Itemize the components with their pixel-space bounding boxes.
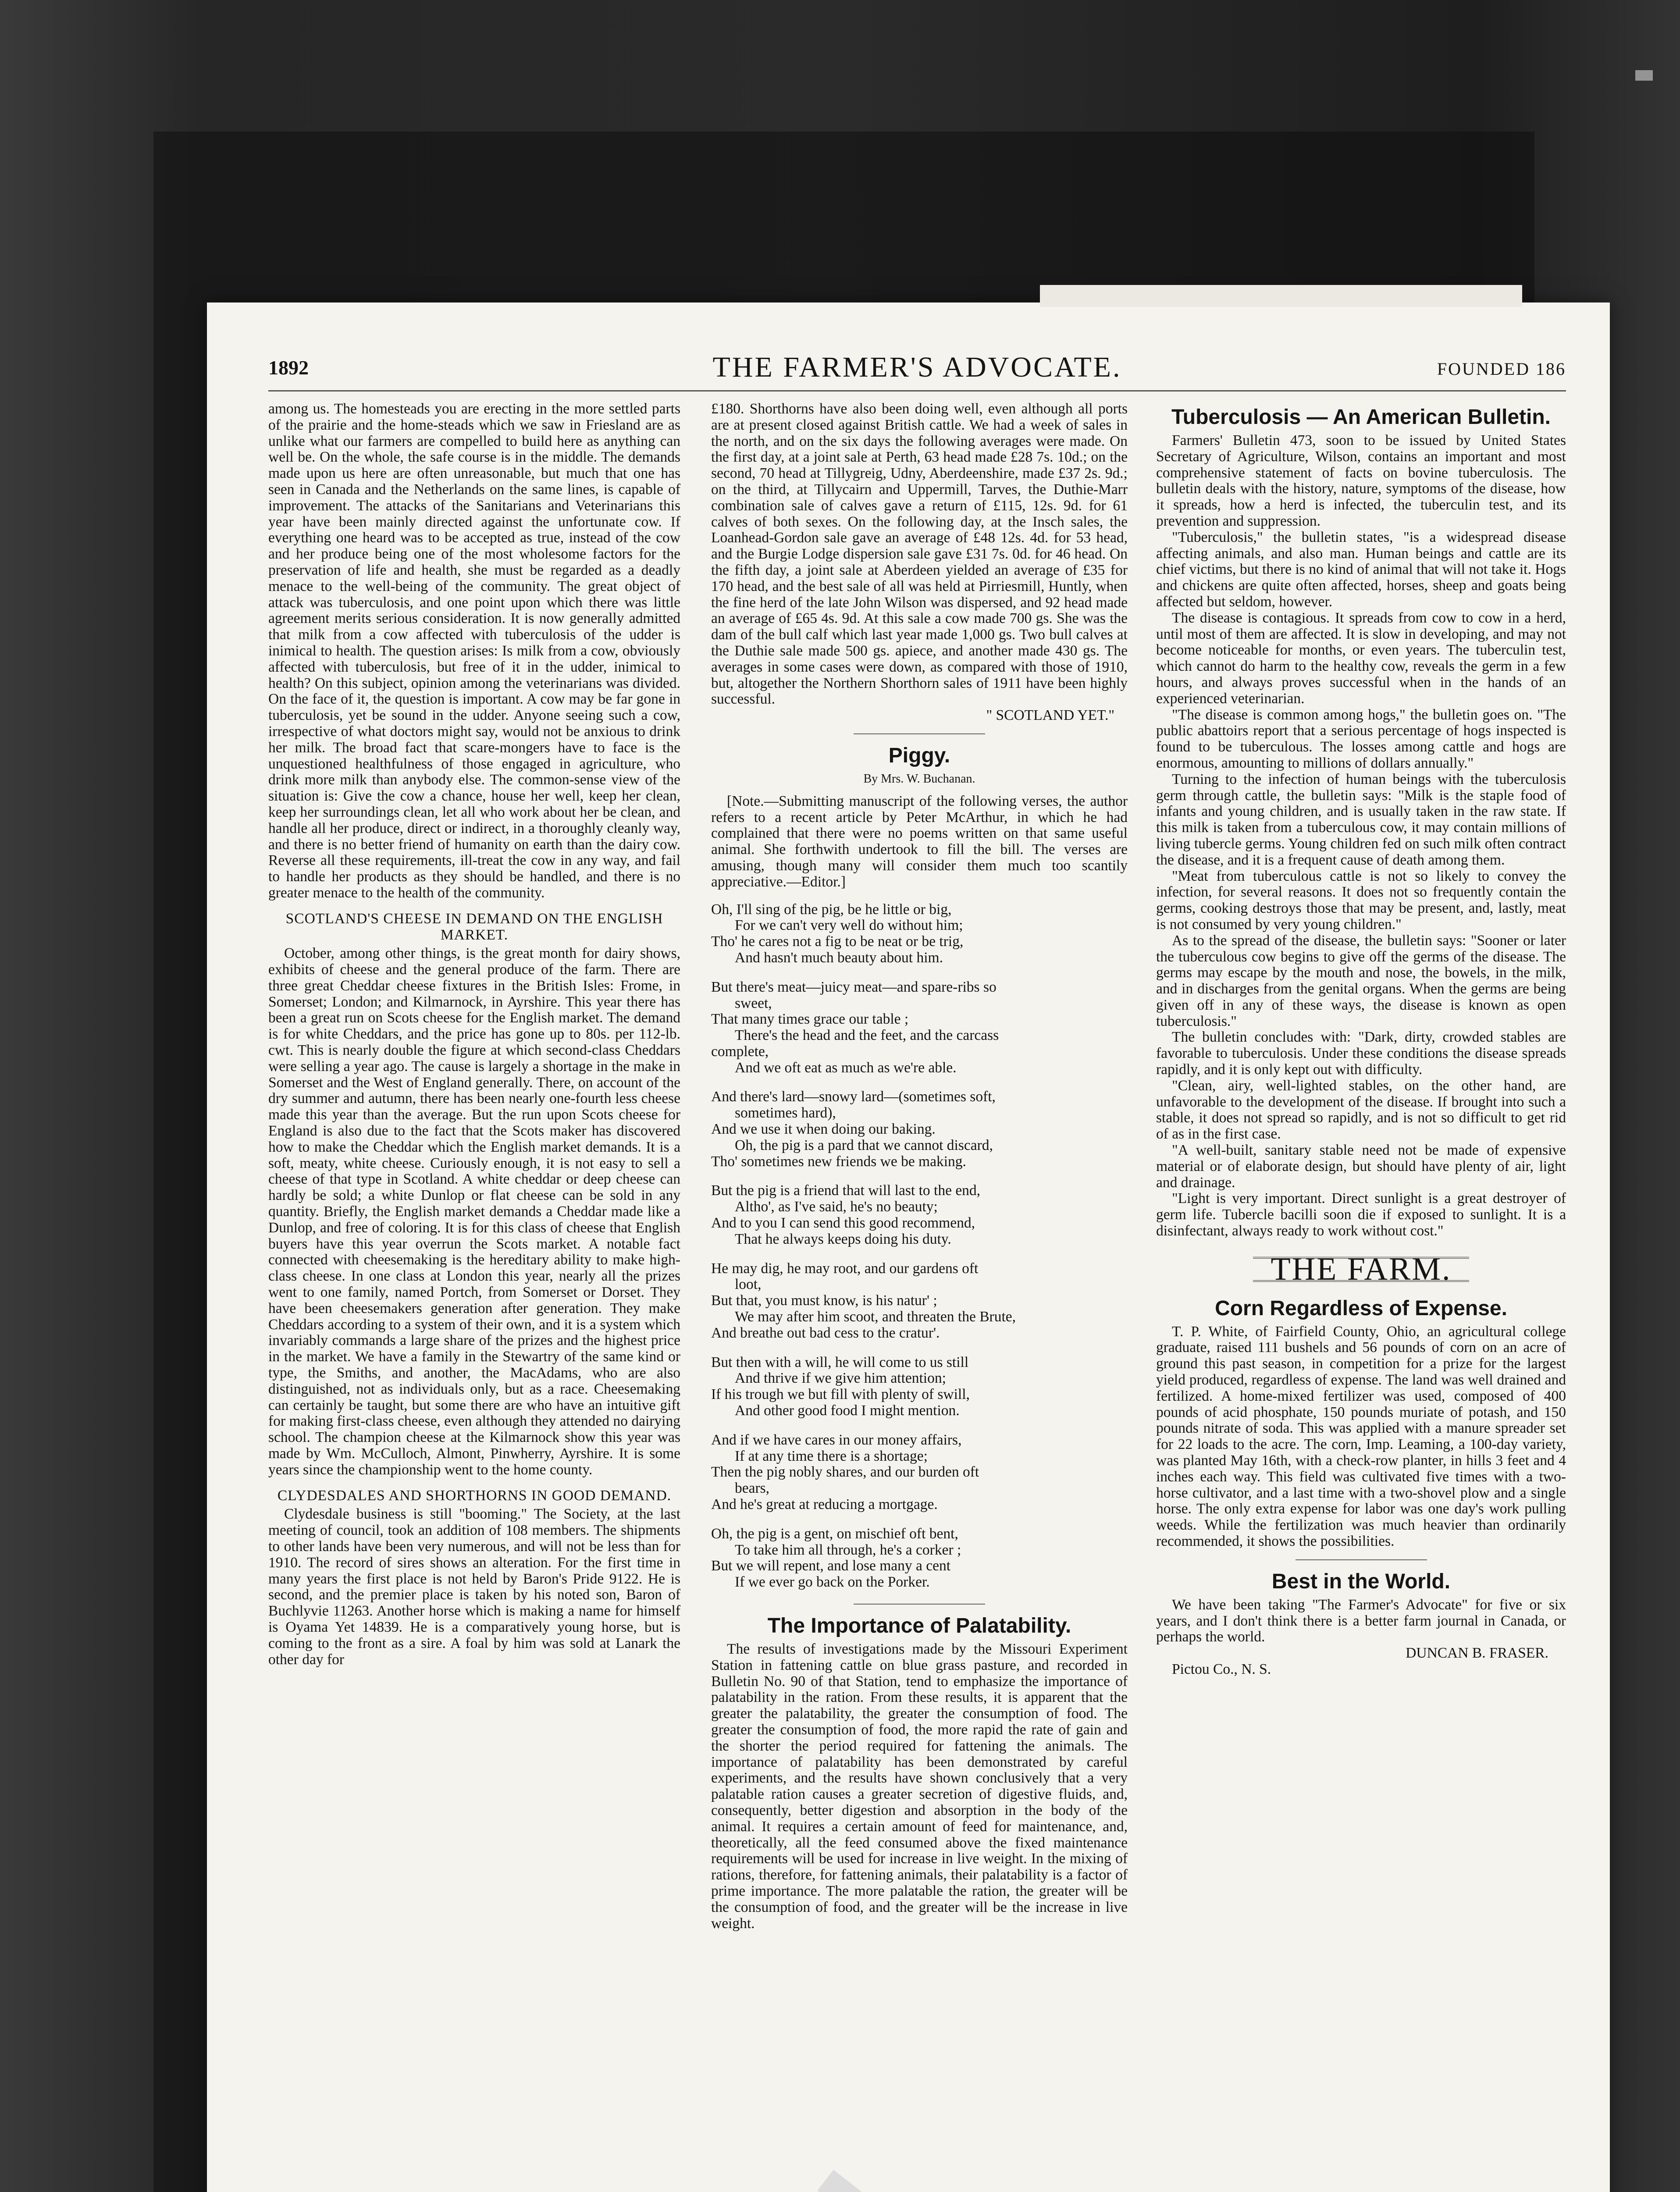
column-1 [268,401,680,1668]
article-paragraph: The disease is contagious. It spreads from cow to cow in a herd, until most of them are affected. It is slow in developing, and may not become noticeable for months, or even years. The tuberculin test, which cannot do harm to the healthy cow, reveals the germ in a few hours, and always proves successful when in the hands of an experienced veterinarian. [1156,609,1566,707]
poem-line: And there's lard—snowy lard—(sometimes soft, [711,1089,996,1105]
section-heading: CLYDESDALES AND SHORTHORNS IN GOOD DEMAND. [277,1487,672,1504]
poem-line: And we oft eat as much as we're able. [735,1059,957,1076]
column-2 [711,401,1128,1932]
poem-line: For we can't very well do without him; [735,917,963,934]
divider [854,733,985,734]
editor-note: [Note.—Submitting manuscript of the following verses, the author refers to a recent article by Peter McArthur, in which he had complained that there were no poems written on that same useful animal. She forthwith undertook to fill the bill. The verses are amusing, though many will consider them much too scantily appreciative.—Editor.] [711,793,1128,890]
poem-line: Then the pig nobly shares, and our burden oft [711,1464,979,1480]
poem-stanza [711,1526,1128,1591]
article-paragraph: "The disease is common among hogs," the bulletin goes on. "The public abattoirs report that a serious percentage of hogs inspected is found to be tuberculous. The losses among cattle and hogs are enormous, amounting to millions of dollars annually." [1156,706,1566,771]
founded-note: FOUNDED 186 [1437,359,1566,379]
poem-stanza [711,1355,1128,1419]
section-banner [1156,1251,1566,1287]
poem-line: And hasn't much beauty about him. [735,949,943,966]
poem-line: He may dig, he may root, and our gardens oft [711,1260,979,1277]
poem-line: Oh, the pig is a pard that we cannot discard, [735,1137,993,1153]
masthead: THE FARMER'S ADVOCATE. [712,351,1122,383]
article-title: Tuberculosis — An American Bulletin. [1171,406,1551,429]
poem-line: But then with a will, he will come to us still [711,1354,969,1370]
poem-line: Oh, I'll sing of the pig, be he little or big, [711,901,952,918]
poem-line: And thrive if we give him attention; [735,1370,946,1387]
section-banner-label: THE FARM. [1253,1257,1469,1282]
divider [1296,1559,1427,1560]
poem-stanza [711,1089,1128,1170]
poem-line: bears, [735,1480,770,1497]
section-heading: SCOTLAND'S CHEESE IN DEMAND ON THE ENGLISH MARKET. [285,910,663,943]
poem-line: And he's great at reducing a mortgage. [711,1496,938,1513]
poem-line: But we will repent, and lose many a cent [711,1558,951,1574]
poem-line: Tho' he cares not a fig to be neat or be trig, [711,933,964,950]
article-paragraph: The results of investigations made by the Missouri Experiment Station in fattening cattle on blue grass pasture, and recorded in Bulletin No. 90 of that Station, tend to emphasize the importance of palatability in the ration. From these results, it is apparent that the greater the palatability, the greater the consumption of food. The greater the consumption of food, the more rapid the rate of gain and the shorter the period required for fattening the animals. The importance of palatability has been demonstrated by careful experiments, and the results have shown conclusively that a very palatable ration causes a greater secretion of digestive fluids, and, consequently, better digestion and absorption in the body of the animal. It requires a certain amount of feed for maintenance, and, theoretically, all the feed consumed above the fixed maintenance requirements will be used for increase in live weight. In the mixing of rations, therefore, for fattening animals, their palatability is a factor of prime importance. The more palatable the ration, the greater will be the consumption of food, and the greater will be the increase in live weight. [711,1641,1128,1932]
signature: DUNCAN B. FRASER. [1406,1645,1548,1662]
header-rule [268,390,1566,391]
poem-stanza [711,979,1128,1076]
poem-line: If we ever go back on the Porker. [735,1574,930,1591]
poem-line: sweet, [735,995,772,1011]
poem-line: And breathe out bad cess to the cratur'. [711,1324,940,1341]
article-paragraph: "Clean, airy, well-lighted stables, on the other hand, are unfavorable to the development of the disease. If brought into such a stable, it does not spread so rapidly, and is not so difficult to get rid of as in the first case. [1156,1077,1566,1142]
poem-line: But there's meat—juicy meat—and spare-ribs so [711,979,997,995]
poem-line: There's the head and the feet, and the carcass [735,1027,999,1044]
poem-line: sometimes hard), [735,1105,836,1121]
article-paragraph: Turning to the infection of human beings with the tuberculosis germ through cattle, the bulletin says: "Milk is the staple food of infants and young children, and is usually taken in the raw state. If this milk is taken from a tuberculous cow, it may contain millions of living tubercle germs. Young children fed on such milk often contract the disease, and it is a frequent cause of death among them. [1156,771,1566,868]
article-paragraph: "A well-built, sanitary stable need not be made of expensive material or of elaborate design, but should have plenty of air, light and drainage. [1156,1142,1566,1191]
article-paragraph: "Meat from tuberculous cattle is not so likely to convey the infection, for several reasons. It does not so frequently contain the germs, cooking destroys those that may be present, and, lastly, meat is not consumed by very young children." [1156,868,1566,932]
divider [854,1604,985,1605]
article-paragraph: The bulletin concludes with: "Dark, dirty, crowded stables are favorable to tuberculosis. Under these conditions the disease spreads rapidly, and it is only kept out with difficulty. [1156,1029,1566,1078]
sprocket-mark [1635,70,1653,81]
article-paragraph: T. P. White, of Fairfield County, Ohio, an agricultural college graduate, raised 111 bushels and 56 pounds of corn on an acre of ground this past season, in competition for a prize for the largest yield produced, regardless of expense. The land was well drained and fertilized. A home-mixed fertilizer was used, composed of 400 pounds of acid phosphate, 150 pounds muriate of potash, and 150 pounds nitrate of soda. This was applied with a manure spreader set for 22 loads to the acre. The corn, Imp. Leaming, a 100-day variety, was planted May 16th, with a check-row planter, in hills 3 feet and 4 inches each way. This field was cultivated five times with a two-horse cultivator, and a last time with a two-shovel plow and a single horse. The only extra expense for labor was one day's work pulling weeds. While the fertilization was much heavier than ordinarily recommended, it shows the possibilities. [1156,1323,1566,1549]
article-title: Best in the World. [1271,1569,1451,1593]
poem-line: Oh, the pig is a gent, on mischief oft bent, [711,1525,958,1542]
poem-line: complete, [711,1043,769,1060]
column-3 [1156,401,1566,1678]
poem-line: If at any time there is a shortage; [735,1448,928,1464]
article-title: Piggy. [888,744,950,767]
article-title: The Importance of Palatability. [767,1614,1071,1637]
poem-line: And we use it when doing our baking. [711,1121,936,1138]
poem-line: And to you I can send this good recommend, [711,1215,975,1231]
article-paragraph: Clydesdale business is still "booming." The Society, at the last meeting of council, took an addition of 108 members. The shipments to other lands have been very numerous, and will not be less than for 1910. The record of sires shows an alteration. For the first time in many years the first place is not held by Baron's Pride 9122. He is second, and the premier place is taken by his noted son, Baron of Buchlyvie 11263. Another horse which is making a name for himself is Oyama Yet 14839. He is a comparatively young horse, but is coming to the front as a sire. A foal by him was sold at Lanark the other day for [268,1506,680,1668]
poem-line: Altho', as I've said, he's no beauty; [735,1199,938,1215]
article-paragraph: As to the spread of the disease, the bulletin says: "Sooner or later the tuberculous cow begins to give off the germs of the disease. The germs may escape by the mouth and nose, the bowels, in the milk, and in discharges from the genital organs. When the germs are being given off in any of these ways, the disease is known as open tuberculosis." [1156,932,1566,1029]
page-number: 1892 [268,356,309,379]
byline: By Mrs. W. Buchanan. [863,772,975,786]
article-paragraph: Farmers' Bulletin 473, soon to be issued by United States Secretary of Agriculture, Wilson, contains an important and most comprehensive statement of facts on bovine tuberculosis. The bulletin deals with the history, nature, symptoms of the disease, how it spreads, how a herd is infected, the tuberculin test, and its prevention and suppression. [1156,432,1566,529]
poem-line: We may after him scoot, and threaten the Brute, [735,1309,1016,1325]
poem-line: And other good food I might mention. [735,1402,960,1419]
article-paragraph: "Light is very important. Direct sunlight is a great destroyer of germ life. Tubercle bacilli soon die if exposed to sunlight. It is a disinfectant, always ready to work without cost." [1156,1190,1566,1239]
article-paragraph: We have been taking "The Farmer's Advocate" for five or six years, and I don't think there is a better farm journal in Canada, or perhaps the world. [1156,1596,1566,1645]
signature: " SCOTLAND YET." [986,707,1114,724]
poem-line: But the pig is a friend that will last to the end, [711,1182,981,1199]
poem-stanza [711,1183,1128,1247]
poem [711,902,1128,1591]
newspaper-page [207,302,1610,2192]
poem-stanza [711,902,1128,966]
poem-line: loot, [735,1276,762,1293]
page-header [268,351,1566,386]
poem-line: But that, you must know, is his natur' ; [711,1292,937,1309]
article-title: Corn Regardless of Expense. [1215,1296,1507,1320]
poem-line: That he always keeps doing his duty. [735,1231,951,1247]
poem-line: That many times grace our table ; [711,1011,909,1028]
page-fold [1040,285,1522,307]
article-paragraph: among us. The homesteads you are erecting in the more settled parts of the prairie and the home-steads which we saw in Friesland are as unlike what our farmers are compelled to build here as anything can well be. On the whole, the safe course is in the middle. The demands made upon us here are often unreasonable, but much that one has seen in Canada and the Netherlands on the same lines, is capable of improvement. The attacks of the Sanitarians and Veterinarians this year have been mainly directed against the unfortunate cow. If everything one heard was to be accepted as true, instead of the cow and her produce being one of the most wholesome factors for the preservation of life and health, she must be regarded as a deadly menace to the well-being of the community. The great object of attack was tuberculosis, and one point upon which there was little agreement merits serious consideration. It is now generally admitted that milk from a cow affected with tuberculosis of the udder is inimical to health. The question arises: Is milk from a cow, obviously affected with tuberculosis, but free of it in the udder, inimical to health? On this subject, opinion among the veterinarians was divided. On the face of it, the question is important. A cow may be far gone in tuberculosis, yet be sound in the udder. Anyone seeing such a cow, irrespective of what doctors might say, would not be anxious to drink her milk. The broad fact that scare-mongers have to face is the unquestioned healthfulness of those engaged in agriculture, who drink more milk than anybody else. The common-sense view of the situation is: Give the cow a chance, house her well, keep her clean, keep her surroundings clean, let all who work about her be clean, and handle all her produce, direct or indirect, in a thoroughly cleanly way, and there is no better friend of humanity on earth than the dairy cow. Reverse all these requirements, ill-treat the cow in any way, and fail to handle her products as they should be handled, and there is no greater menace to the health of the community. [268,401,680,901]
article-paragraph: October, among other things, is the great month for dairy shows, exhibits of cheese and the general produce of the farm. There are three great Cheddar cheese fixtures in the British Isles: Frome, in Somerset; London; and Kilmarnock, in Ayrshire. This year there has been a great run on Scots cheese for the English market. The demand is for white Cheddars, and the price has gone up to 80s. per 112-lb. cwt. This is nearly double the figure at which second-class Cheddars were selling a year ago. The cause is largely a shortage in the make in Somerset and the West of England generally. There, on account of the dry summer and autumn, there has been nearly one-fourth less cheese made this year than the average. But the run upon Scots cheese for England is also due to the fact that the Scots maker has discovered how to make the Cheddar which the English market demands. It is a soft, meaty, white cheese. Curiously enough, it is not easy to sell a cheese of that type in Scotland. A white cheddar or deep cheese can hardly be sold; a white Dunlop or flat cheese can be sold in any quantity. Briefly, the English market demands a Cheddar made like a Dunlop, and free of coloring. It is for this class of cheese that English buyers have this year overrun the Scots market. A notable fact connected with cheesemaking is the hereditary ability to make high-class cheese. In one class at London this year, nearly all the prizes went to one family, named Portch, from Somerset or Dorset. They have been cheesemakers generation after generation. They make Cheddars according to a system of their own, and it is a system which invariably commands a large share of the prizes and the highest price in the market. We have a family in the Stewartry of the same kind or type, the Smiths, and another, the MacAdams, who are also distinguished, not as individuals only, but as a race. Cheesemaking can certainly be taught, but some there are who have an intuitive gift for making first-class cheese, even although they attended no dairying school. The champion cheese at the Kilmarnock show this year was made by Wm. McCulloch, Almont, Pinwherry, Ayrshire. It is some years since the championship went to the home county. [268,945,680,1478]
article-paragraph: "Tuberculosis," the bulletin states, "is a widespread disease affecting animals, and also man. Human beings and cattle are its chief victims, but there is no kind of animal that will not take it. Hogs and chickens are quite often affected, horses, sheep and goats being affected but seldom, however. [1156,529,1566,610]
dateline: Pictou Co., N. S. [1172,1661,1271,1677]
poem-stanza [711,1432,1128,1513]
poem-line: And if we have cares in our money affairs, [711,1431,962,1448]
poem-line: Tho' sometimes new friends we be making. [711,1153,966,1170]
poem-line: If his trough we but fill with plenty of swill, [711,1386,970,1403]
poem-line: To take him all through, he's a corker ; [735,1541,961,1558]
tuberculosis-article [1156,433,1566,1239]
article-paragraph: £180. Shorthorns have also been doing well, even although all ports are at present closed against British cattle. We had a week of sales in the north, and on the six days the following averages were made. On the first day, at a joint sale at Perth, 63 head made £28 7s. 10d.; on the second, 70 head at Tillygreig, Udny, Aberdeenshire, made £37 2s. 9d.; on the third, at Tillycairn and Uppermill, Tarves, the Duthie-Marr combination sale of calves gave a return of £115, 12s. 9d. for 61 calves of both sexes. On the following day, at the Insch sales, the Loanhead-Gordon sale gave an average of £48 12s. 4d. for 53 head, and the Burgie Lodge dispersion sale gave £31 7s. 0d. for 46 head. On the fifth day, a joint sale at Aberdeen yielded an average of £35 for 170 head, and the best sale of all was held at Pirriesmill, Huntly, when the fine herd of the late John Wilson was dispersed, and 92 head made an average of £65 4s. 9d. At this sale a cow made 700 gs. She was the dam of the bull calf which last year made 1,000 gs. Two bull calves at the Duthie sale made 500 gs. apiece, and another made 430 gs. The averages in some cases were down, as compared with those of 1910, but, altogether the Northern Shorthorn sales of 1911 have been highly successful. [711,401,1128,708]
poem-stanza [711,1261,1128,1342]
